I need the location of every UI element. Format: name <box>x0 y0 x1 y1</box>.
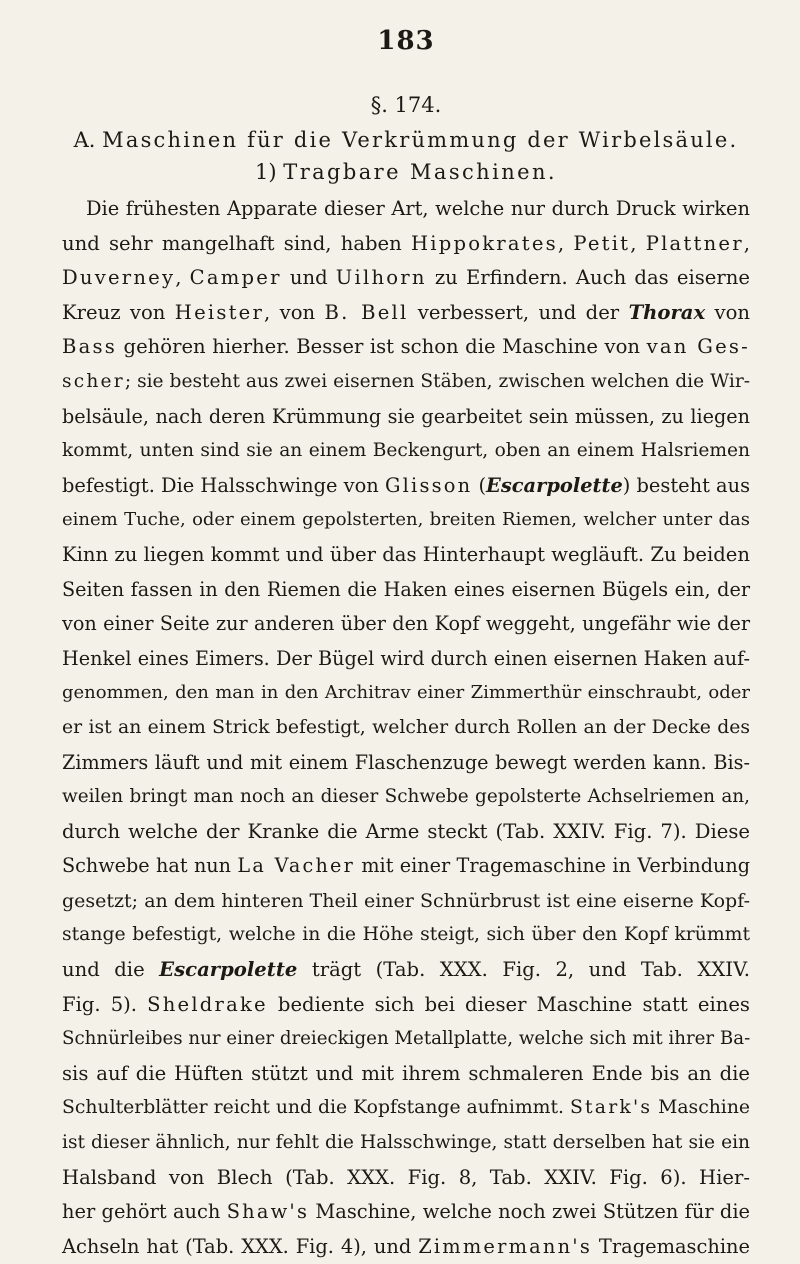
section-heading <box>62 126 750 154</box>
page-number: 183 <box>377 26 435 56</box>
text-line: Schnürleibes nur einer dreieckigen Metallplatte, welche sich mit ihrer Ba- <box>62 1028 751 1050</box>
text-line: genommen, den man in den Architrav einer Zimmerthür einschraubt, oder <box>62 682 750 704</box>
text-line: er ist an einem Strick befestigt, welcher durch Rollen an der Decke des <box>62 716 750 738</box>
text-line: Kinn zu liegen kommt und über das Hinterhaupt wegläuft. Zu beiden <box>62 542 750 566</box>
text-line: und sehr mangelhaft sind, haben Hippokrates, Petit, Plattner, <box>62 231 750 255</box>
text-line: einem Tuche, oder einem gepolsterten, breiten Riemen, welcher unter das <box>62 509 750 531</box>
subsection-heading <box>62 158 750 186</box>
body-paragraph <box>62 192 750 1264</box>
text-line: Bass gehören hierher. Besser ist schon die Maschine von van Ges- <box>62 335 750 359</box>
text-line: befestigt. Die Halsschwinge von Glisson (Escarpolette) besteht aus <box>62 473 751 497</box>
text-line: Duverney, Camper und Uilhorn zu Erfindern. Auch das eiserne <box>62 266 750 290</box>
text-line: stange befestigt, welche in die Höhe steigt, sich über den Kopf krümmt <box>62 924 750 946</box>
text-line: Henkel eines Eimers. Der Bügel wird durch einen eisernen Haken auf- <box>62 646 750 670</box>
subheading-title: Tragbare Maschinen. <box>283 160 557 184</box>
text-line: belsäule, nach deren Krümmung sie gearbeitet sein müssen, zu liegen <box>62 404 750 428</box>
text-line: Fig. 5). Sheldrake bediente sich bei dieser Maschine statt eines <box>62 992 750 1016</box>
text-line: Die frühesten Apparate dieser Art, welche nur durch Druck wirken <box>86 197 750 220</box>
section-number: §. 174. <box>370 93 442 117</box>
text-line: Seiten fassen in den Riemen die Haken eines eisernen Bügels ein, der <box>62 577 750 601</box>
text-line: Schwebe hat nun La Vacher mit einer Tragemaschine in Verbindung <box>62 854 750 878</box>
text-line: ist dieser ähnlich, nur fehlt die Halsschwinge, statt derselben hat sie ein <box>62 1132 750 1154</box>
text-line: Schulterblätter reicht und die Kopfstange aufnimmt. Stark's Maschine <box>62 1097 751 1119</box>
text-line: scher; sie besteht aus zwei eisernen Stäben, zwischen welchen die Wir- <box>62 370 750 392</box>
text-line: Halsband von Blech (Tab. XXX. Fig. 8, Tab. XXIV. Fig. 6). Hier- <box>62 1165 750 1189</box>
text-line: von einer Seite zur anderen über den Kopf weggeht, ungefähr wie der <box>62 612 750 636</box>
text-line: Achseln hat (Tab. XXX. Fig. 4), und Zimmermann's Tragemaschine <box>62 1234 750 1258</box>
text-line: Zimmers läuft und mit einem Flaschenzuge bewegt werden kann. Bis- <box>62 750 750 774</box>
text-line: durch welche der Kranke die Arme steckt (Tab. XXIV. Fig. 7). Diese <box>62 819 750 843</box>
text-line: weilen bringt man noch an dieser Schwebe gepolsterte Achselriemen an, <box>62 786 750 808</box>
heading-title: Maschinen für die Verkrümmung der Wirbelsäule. <box>102 128 739 152</box>
subheading-number: 1) <box>255 160 277 184</box>
text-line: kommt, unten sind sie an einem Beckengurt, oben an einem Halsriemen <box>62 440 750 462</box>
text-line: und die Escarpolette trägt (Tab. XXX. Fig. 2, und Tab. XXIV. <box>62 958 750 982</box>
text-line: gesetzt; an dem hinteren Theil einer Schnürbrust ist eine eiserne Kopf- <box>62 889 750 912</box>
text-line: her gehört auch Shaw's Maschine, welche noch zwei Stützen für die <box>62 1200 750 1224</box>
text-line: sis auf die Hüften stützt und mit ihrem schmaleren Ende bis an die <box>62 1061 750 1085</box>
heading-letter: A. <box>73 128 96 152</box>
text-line: Kreuz von Heister, von B. Bell verbessert, und der Thorax von <box>62 300 751 324</box>
